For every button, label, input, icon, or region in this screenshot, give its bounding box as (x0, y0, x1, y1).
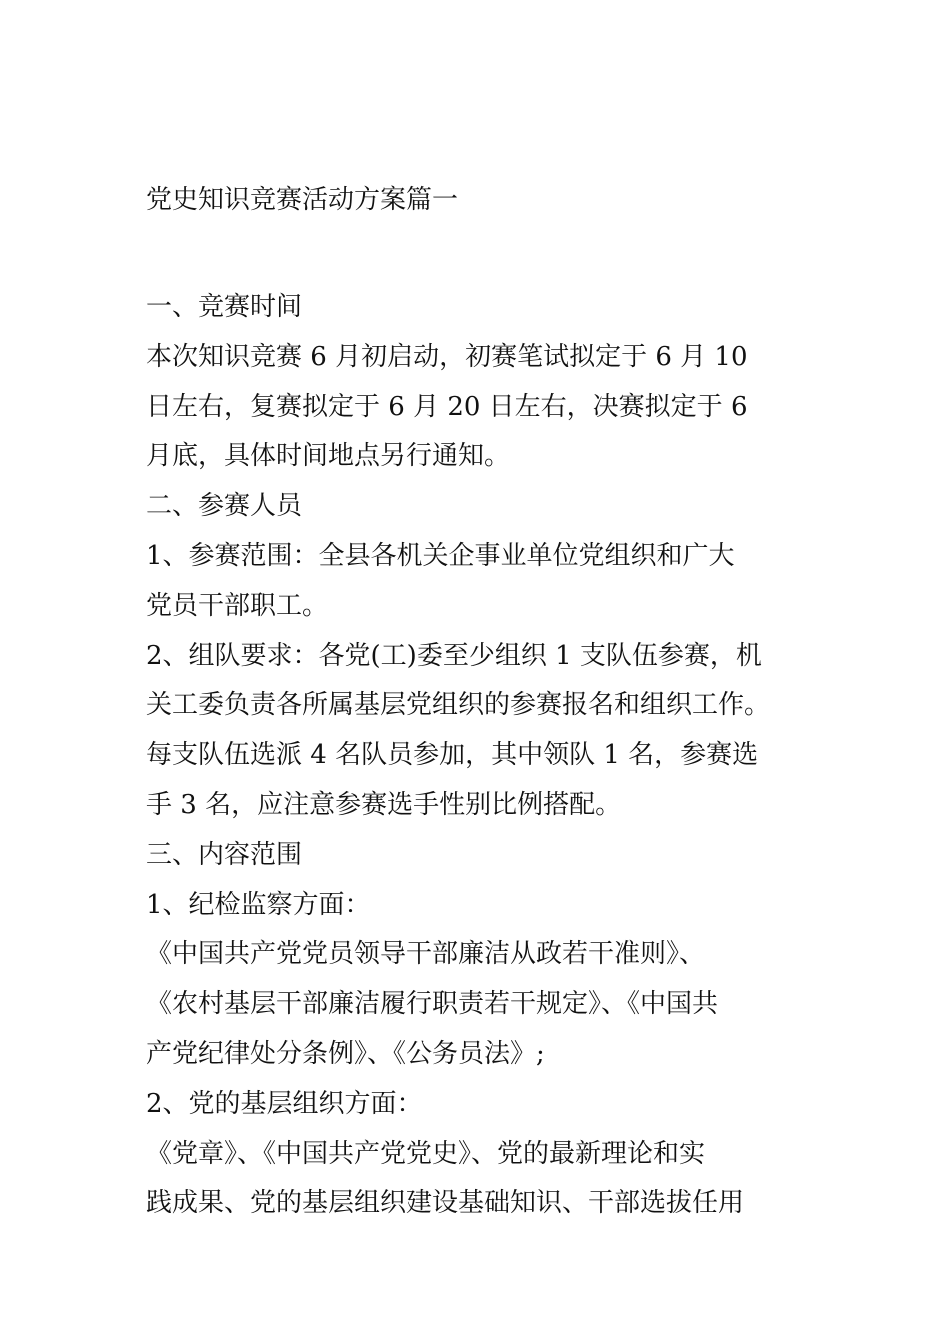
paragraph-line: 关工委负责各所属基层党组织的参赛报名和组织工作。 (146, 690, 771, 721)
paragraph-line: 产党纪律处分条例》、《公务员法》; (146, 1038, 545, 1069)
heading-competition-time: 一、竞赛时间 (146, 292, 303, 322)
paragraph-line: 本次知识竞赛 6 月初启动，初赛笔试拟定于 6 月 10 (146, 341, 748, 372)
heading-participants: 二、参赛人员 (146, 491, 303, 522)
paragraph-line: 2、组队要求：各党(工)委至少组织 1 支队伍参赛，机 (146, 640, 762, 671)
paragraph-line: 践成果、党的基层组织建设基础知识、干部选拔任用 (146, 1188, 745, 1219)
paragraph-line: 手 3 名，应注意参赛选手性别比例搭配。 (146, 789, 622, 820)
paragraph-line: 《中国共产党党员领导干部廉洁从政若干准则》、 (146, 939, 706, 970)
heading-content-scope: 三、内容范围 (146, 839, 303, 870)
paragraph-line: 每支队伍选派 4 名队员参加，其中领队 1 名，参赛选 (146, 740, 759, 771)
paragraph-line: 日左右，复赛拟定于 6 月 20 日左右，决赛拟定于 6 (146, 391, 748, 422)
document-title: 党史知识竞赛活动方案篇一 (146, 185, 459, 215)
paragraph-line: 党员干部职工。 (146, 590, 329, 621)
document-body (146, 283, 846, 1229)
paragraph-line: 《党章》、《中国共产党党史》、党的最新理论和实 (146, 1138, 706, 1169)
paragraph-line: 2、党的基层组织方面： (146, 1088, 423, 1119)
paragraph-line: 1、参赛范围：全县各机关企事业单位党组织和广大 (146, 540, 735, 571)
paragraph-line: 《农村基层干部廉洁履行职责若干规定》、《中国共 (146, 989, 719, 1020)
paragraph-line: 1、纪检监察方面： (146, 889, 371, 920)
paragraph-line: 月底，具体时间地点另行通知。 (146, 441, 511, 472)
